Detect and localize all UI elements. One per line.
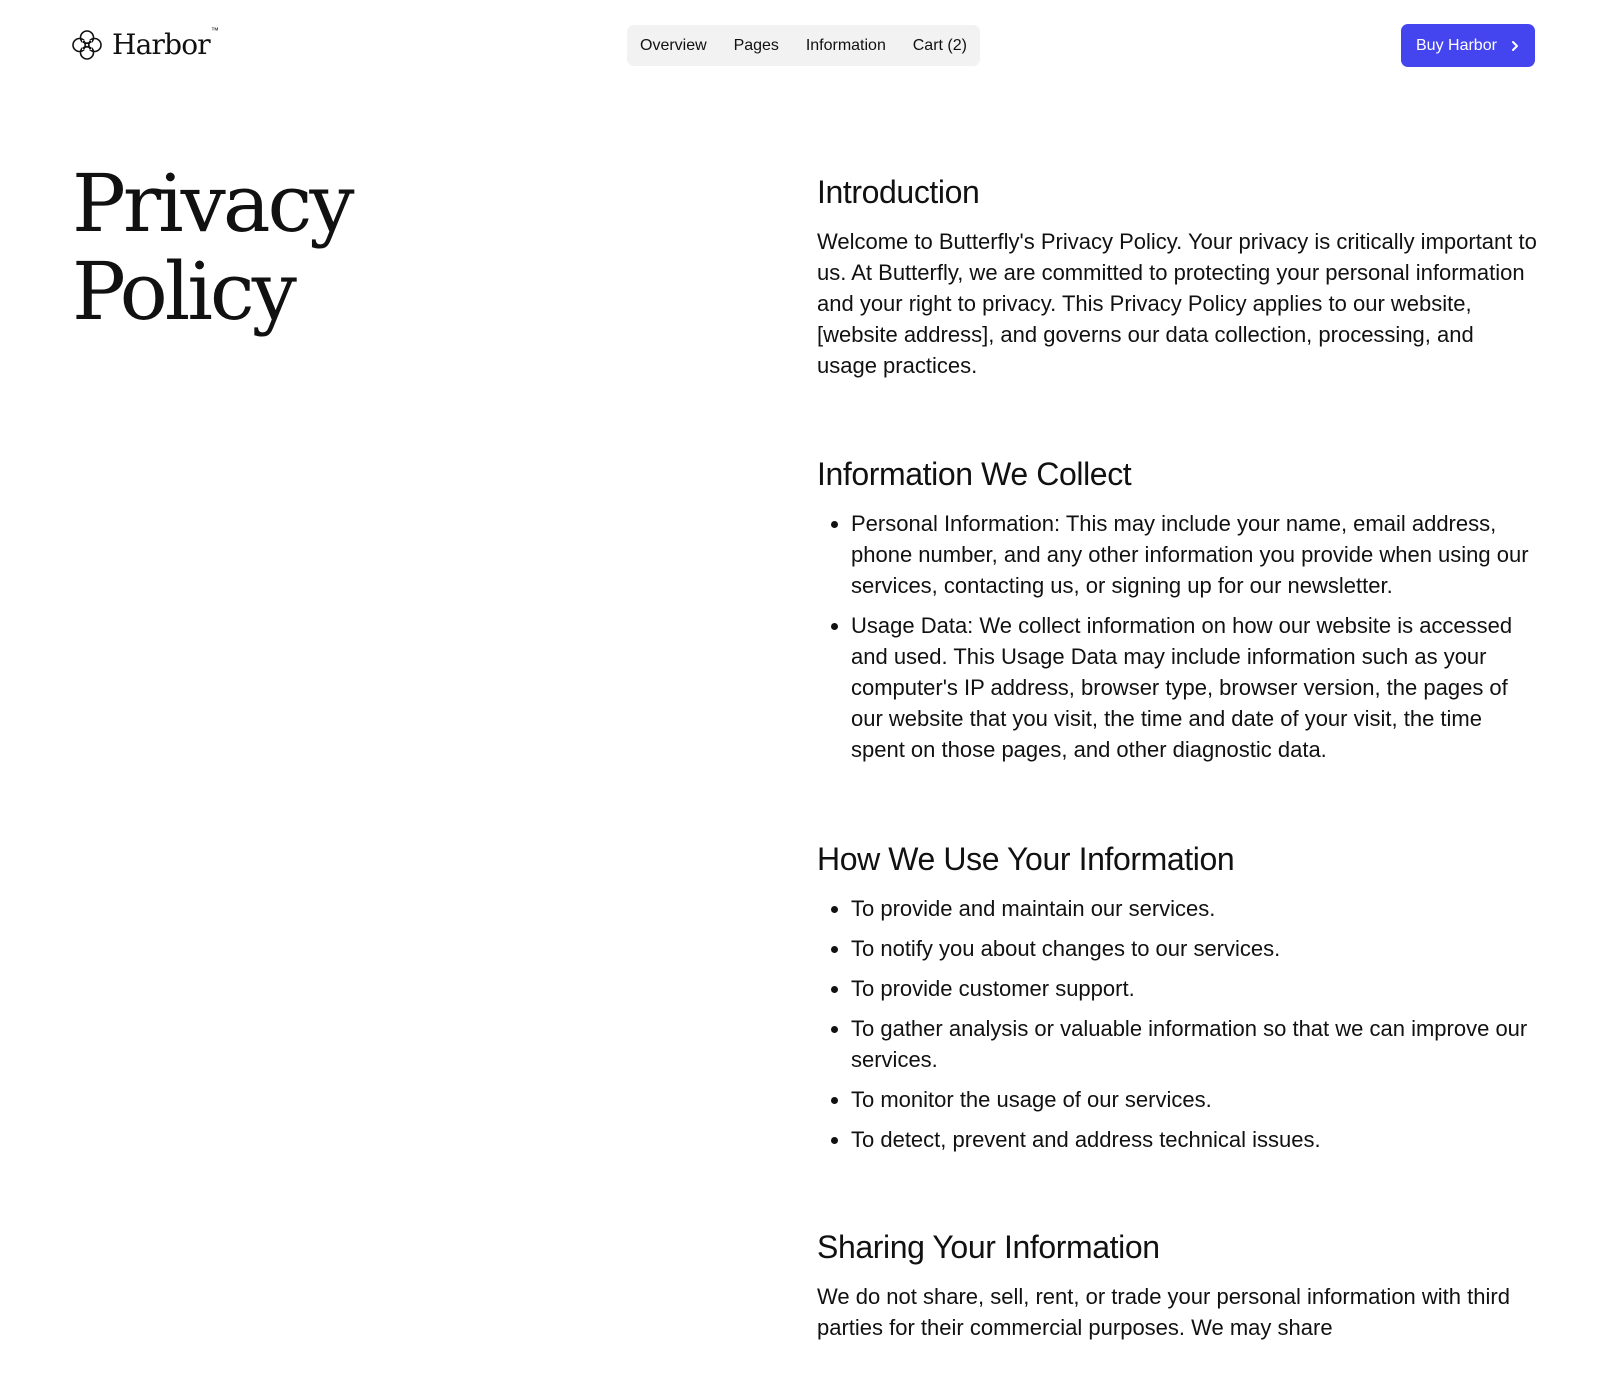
nav-item-overview[interactable]: Overview: [640, 36, 707, 54]
list-item: • To provide and maintain our services.: [851, 893, 1537, 924]
top-nav: [627, 25, 980, 66]
clover-logo-icon: [71, 29, 103, 61]
page-title-line1: Privacy: [72, 157, 352, 250]
trademark-symbol: ™: [210, 26, 219, 35]
section-sharing: [817, 1225, 1537, 1343]
list-item: • To monitor the usage of our services.: [851, 1084, 1537, 1115]
section-paragraph: Welcome to Butterfly's Privacy Policy. Your privacy is critically important to us. At Butterfly, we are committed to protecting your personal information and your right to privacy. This Privacy Policy applies to our website, [website address], and governs our data collection, processing, and usage practices.: [817, 229, 1537, 378]
list-item: • Personal Information: This may include your name, email address, phone number, and any other information you provide when using our services, contacting us, or signing up for our newsletter.: [851, 508, 1537, 601]
list-item: • To provide customer support.: [851, 973, 1537, 1004]
section-heading: Information We Collect: [817, 456, 1132, 492]
list-item: • Usage Data: We collect information on how our website is accessed and used. This Usage Data may include information such as your computer's IP address, browser type, browser version, the pages of our website that you visit, the time and date of your visit, the time spent on those pages, and other diagnostic data.: [851, 610, 1537, 765]
bullet-list: [817, 893, 1537, 1155]
section-introduction: [817, 170, 1537, 381]
nav-item-information[interactable]: Information: [805, 36, 886, 54]
brand-name: Harbor™: [112, 26, 219, 61]
section-how-we-use: [817, 837, 1537, 1155]
bullet-list: [817, 508, 1537, 765]
chevron-right-icon: [1509, 40, 1521, 52]
policy-content: [817, 170, 1537, 1343]
buy-harbor-label: Buy Harbor: [1416, 36, 1497, 54]
section-paragraph: We do not share, sell, rent, or trade your personal information with third parties for their commercial purposes. We may share: [817, 1284, 1510, 1340]
section-heading: Introduction: [817, 174, 980, 210]
page-title: [72, 157, 472, 338]
nav-item-pages[interactable]: Pages: [733, 36, 779, 54]
brand-logo[interactable]: [71, 26, 219, 61]
list-item: • To detect, prevent and address technical issues.: [851, 1124, 1537, 1155]
list-item: • To gather analysis or valuable information so that we can improve our services.: [851, 1013, 1537, 1075]
buy-harbor-button[interactable]: [1401, 24, 1535, 67]
page-title-line2: Policy: [72, 245, 294, 338]
section-heading: How We Use Your Information: [817, 841, 1235, 877]
nav-item-cart[interactable]: Cart (2): [912, 36, 967, 54]
section-heading: Sharing Your Information: [817, 1229, 1160, 1265]
list-item: • To notify you about changes to our services.: [851, 933, 1537, 964]
section-information-we-collect: [817, 452, 1537, 765]
